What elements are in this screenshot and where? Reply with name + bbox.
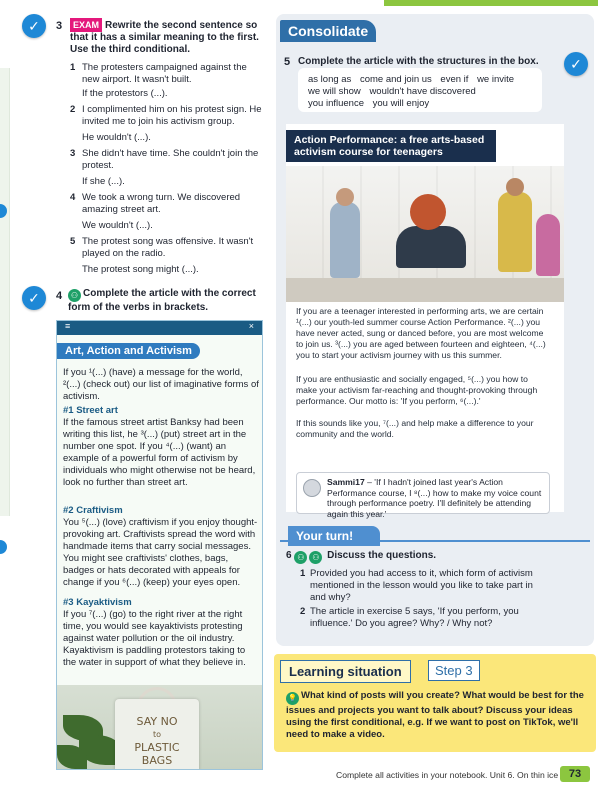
margin-dot-icon [0, 540, 7, 554]
learning-prompt: What kind of posts will you create? What would be best for the issues and projects you want to talk about? Discuss your ideas using the first conditional, e.g. If we want to post on TikTok, we'll need to make a video. [286, 690, 584, 740]
item-number: 5 [70, 236, 76, 247]
exercise-6-instructions: Discuss the questions. [327, 550, 437, 561]
section-heading: #1 Street art [63, 405, 118, 416]
item-text: The protest song was offensive. It wasn't played on the radio. [82, 236, 254, 259]
photo-floor [286, 278, 564, 302]
bulb-icon: 💡 [286, 692, 299, 705]
close-icon[interactable]: × [248, 321, 254, 331]
section-text: You ⁵(...) (love) craftivism if you enjoy thought-provoking art. Craftivists spread the word with handmade items that carry social messages. You might see craftivists' clothes, bags, badges or hats decorated with appeals for change if you ⁶(...) (keep) your eyes open. [63, 517, 258, 588]
bag-text-line: PLASTIC [134, 741, 180, 754]
footer-note: Complete all activities in your notebook. Unit 6. On thin ice [336, 770, 559, 780]
learning-situation-text [286, 690, 586, 741]
speaking-icon: ⚇ [294, 551, 307, 564]
discussion-question [300, 568, 550, 604]
word-box-item: even if [440, 74, 469, 85]
consolidate-heading: Consolidate [280, 20, 376, 42]
dancer-head [410, 194, 446, 230]
dancer-head [336, 188, 354, 206]
exercise-3-item [70, 192, 266, 216]
dancer-figure [498, 192, 532, 272]
item-number: 3 [70, 148, 76, 159]
word-box-item: we will show [308, 86, 361, 97]
article-window [56, 320, 263, 770]
menu-icon[interactable]: ≡ [65, 321, 71, 331]
article-intro: If you ¹(...) (have) a message for the world, ²(...) (check out) our list of imaginative forms of activism. [63, 367, 259, 402]
window-title-bar [57, 321, 262, 335]
exercise-3-answer-prompt: If she (...). [82, 176, 125, 187]
pair-work-icon: ⚇ [309, 551, 322, 564]
item-text: We took a wrong turn. We discovered amazing street art. [82, 192, 241, 215]
section-text: If you ⁷(...) (go) to the right river at the right time, you would see kayaktivists protesting against water pollution or the oil industry. Kayaktivism is paddling protestors taking to the water in support of what they believe in. [63, 609, 246, 668]
article-paragraph: If you are enthusiastic and socially engaged, ⁵(...) you how to make your activism far-reaching and thought-provoking through performance. Our motto is: 'If you perform, ⁶(...).' [296, 374, 538, 406]
comment-text [327, 477, 547, 519]
top-accent-bar [384, 0, 598, 6]
word-box-item: come and join us [359, 74, 432, 85]
article-title: Action Performance: a free arts-based activism course for teenagers [286, 130, 496, 162]
exercise-3-answer-prompt: He wouldn't (...). [82, 132, 151, 143]
testimonial-comment [296, 472, 550, 519]
check-icon[interactable]: ✓ [22, 14, 46, 38]
word-box-item: you influence [308, 98, 364, 109]
section-heading: #2 Craftivism [63, 505, 123, 516]
exercise-3-item [70, 104, 266, 128]
dancer-figure [396, 226, 466, 268]
question-number: 1 [300, 568, 306, 579]
exercise-6-number: 6 [286, 550, 292, 561]
bag-text-line: to [152, 730, 162, 739]
exercise-3-number: 3 [56, 20, 63, 32]
pair-work-icon: ⚇ [68, 289, 81, 302]
bag-text-line: SAY NO [136, 715, 178, 728]
question-text: Provided you had access to it, which form of activism mentioned in the lesson would you like to take part in and why? [310, 568, 533, 603]
exercise-3-item [70, 62, 266, 86]
item-text: I complimented him on his protest sign. He invited me to join his activism group. [82, 104, 262, 127]
check-icon[interactable]: ✓ [564, 52, 588, 76]
word-box-item: wouldn't have discovered [369, 86, 476, 97]
check-icon[interactable]: ✓ [22, 286, 46, 310]
comment-username: Sammi17 [327, 477, 365, 487]
word-box-item: as long as [308, 74, 352, 85]
word-box-item: you will enjoy [372, 98, 430, 109]
exercise-3-item [70, 236, 266, 260]
tote-bag [115, 699, 199, 770]
learning-step-badge: Step 3 [428, 660, 480, 681]
dancer-figure [330, 202, 360, 278]
exam-badge: EXAM [70, 18, 102, 32]
section-heading: #3 Kayaktivism [63, 597, 132, 608]
your-turn-heading: Your turn! [288, 526, 380, 546]
dancer-figure [536, 214, 560, 276]
exercise-4-title [68, 288, 266, 314]
comment-body: – 'If I hadn't joined last year's Action Performance course, I ⁸(...) how to make my voice count through performance poetry. I'll definitely be attending again this year.' [327, 477, 542, 519]
section-text: If the famous street artist Banksy had been writing this list, he ³(...) (put) street art in the number one spot. If you ⁴(...) (want) an example of a powerful form of activism by individuals who might otherwise not be heard, look no further than street art. [63, 417, 256, 488]
bag-slogan [115, 715, 199, 767]
exercise-3-instructions: Rewrite the second sentence so that it has a similar meaning to the first. Use the third conditional. [70, 20, 259, 55]
exercise-3-answer-prompt: We wouldn't (...). [82, 220, 153, 231]
word-box [298, 68, 542, 112]
dance-photo [286, 166, 564, 302]
margin-dot-icon [0, 204, 7, 218]
discussion-question [300, 606, 550, 630]
user-avatar-icon [303, 479, 321, 497]
bag-text-line: BAGS [141, 754, 173, 767]
exercise-5-title: Complete the article with the structures in the box. [298, 56, 539, 67]
exercise-5-number: 5 [284, 56, 291, 68]
learning-situation-title: Learning situation [280, 660, 411, 683]
page-number: 73 [560, 766, 590, 782]
left-margin-strip [0, 68, 10, 516]
exercise-4-instructions: Complete the article with the correct form of the verbs in brackets. [68, 288, 256, 313]
item-number: 1 [70, 62, 76, 73]
question-text: The article in exercise 5 says, 'If you perform, you influence.' Do you agree? Why? / Why not? [310, 606, 519, 629]
question-number: 2 [300, 606, 306, 617]
item-text: The protesters campaigned against the new airport. It wasn't built. [82, 62, 247, 85]
word-box-item: we invite [477, 74, 515, 85]
dancer-head [506, 178, 524, 196]
exercise-6-title [286, 550, 436, 564]
item-number: 2 [70, 104, 76, 115]
item-number: 4 [70, 192, 76, 203]
plastic-bag-photo [57, 685, 263, 770]
article-paragraph: If this sounds like you, ⁷(...) and help make a difference to your community and the world. [296, 418, 534, 439]
article-paragraph: If you are a teenager interested in performing arts, we are certain ¹(...) our youth-led summer course Action Performance. ²(...) you have never acted, sung or danced before, you are most welcome to join us. ³(...) you are aged between fourteen and eighteen, ⁴(...) you to start your activism journey with us this summer. [296, 306, 546, 360]
exercise-3-title [70, 18, 266, 56]
item-text: She didn't have time. She couldn't join the protest. [82, 148, 259, 171]
window-article-title: Art, Action and Activism [57, 343, 200, 359]
exercise-3-item [70, 148, 266, 172]
exercise-3-answer-prompt: The protest song might (...). [82, 264, 199, 275]
exercise-3-answer-prompt: If the protestors (...). [82, 88, 168, 99]
exercise-4-number: 4 [56, 290, 63, 302]
